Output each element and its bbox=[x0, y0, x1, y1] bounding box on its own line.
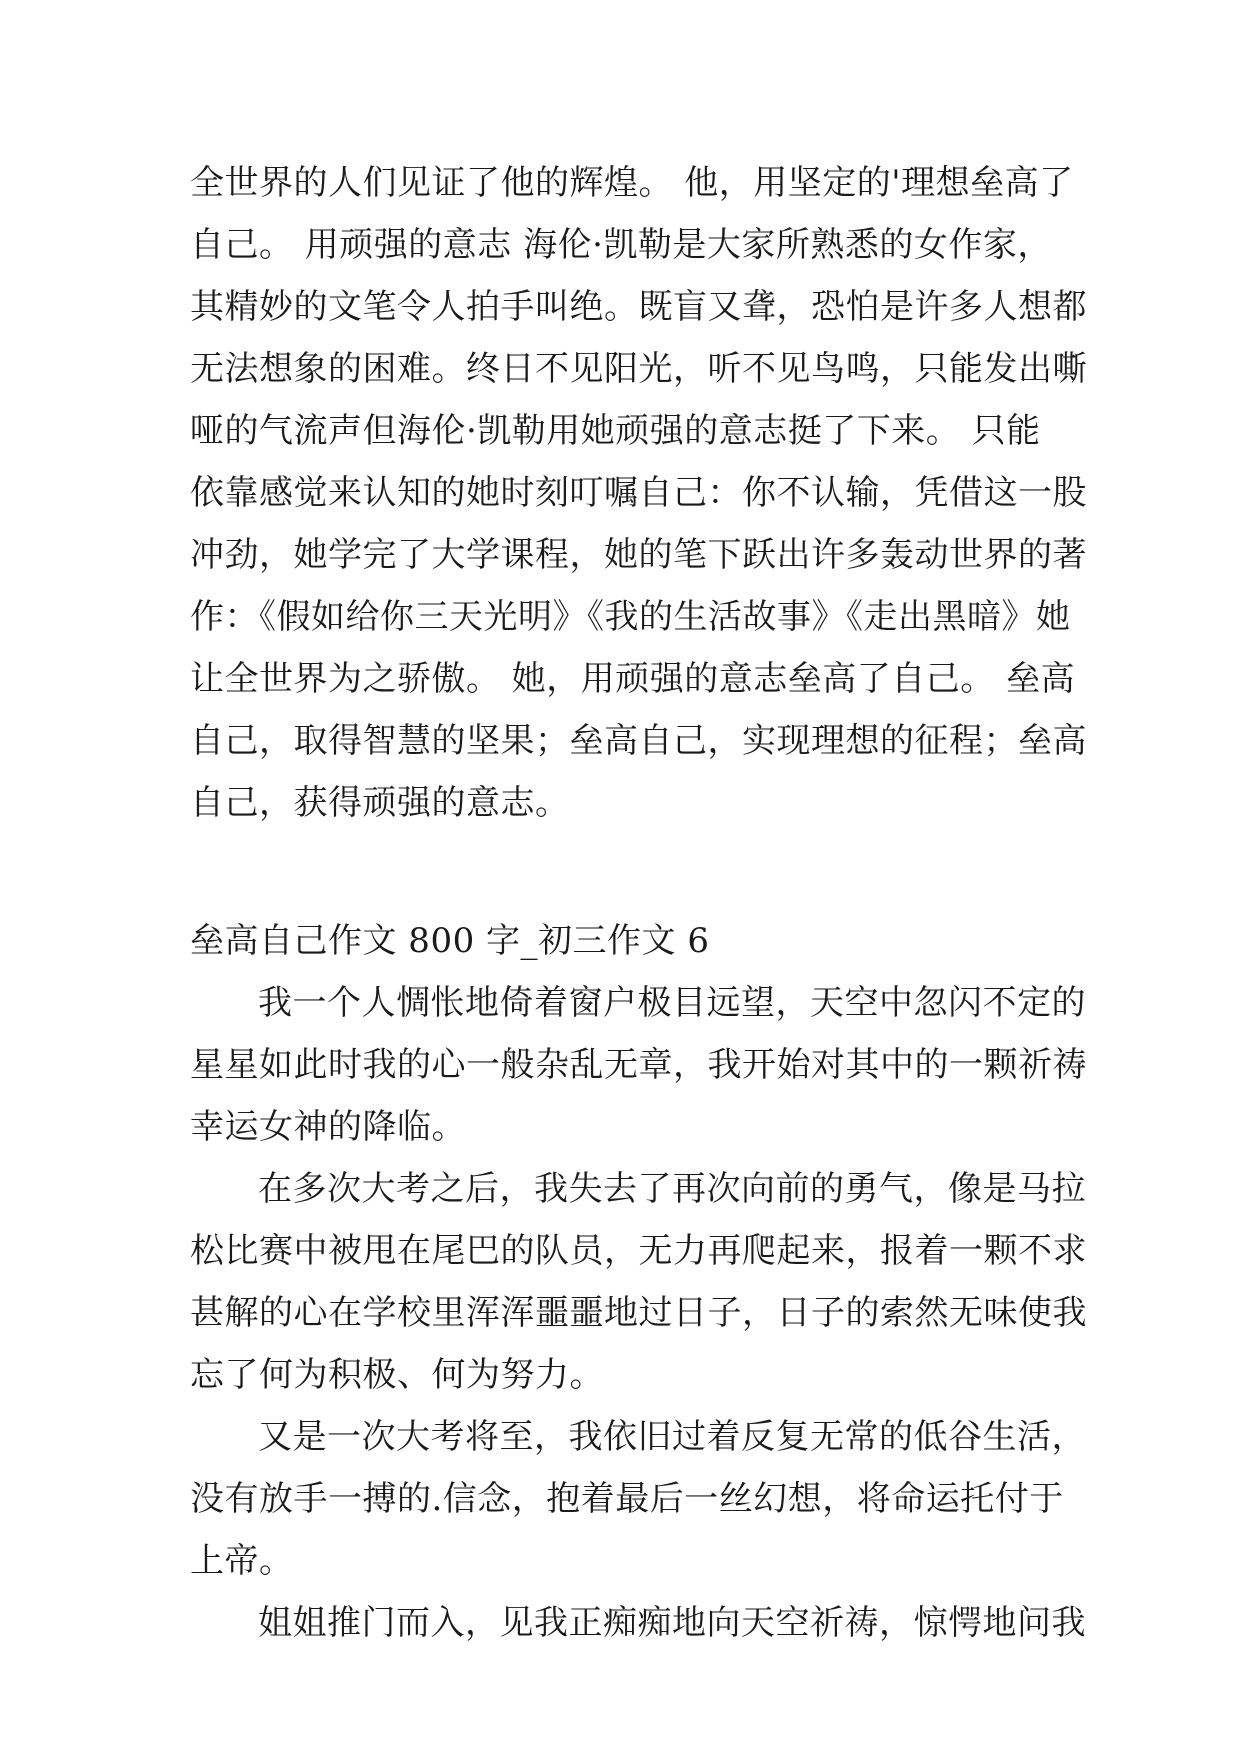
text-line: 哑的气流声但海伦·凯勒用她顽强的意志挺了下来。 只能 bbox=[190, 411, 1041, 451]
text-line: 冲劲，她学完了大学课程，她的笔下跃出许多轰动世界的著 bbox=[190, 535, 1087, 575]
paragraph-line: 星星如此时我的心一般杂乱无章，我开始对其中的一颗祈祷 bbox=[190, 1045, 1087, 1085]
paragraph-line: 甚解的心在学校里浑浑噩噩地过日子，日子的索然无味使我 bbox=[190, 1293, 1087, 1333]
text-line: 其精妙的文笔令人拍手叫绝。既盲又聋，恐怕是许多人想都 bbox=[190, 287, 1087, 327]
paragraph-line: 忘了何为积极、何为努力。 bbox=[190, 1355, 604, 1395]
paragraph-line: 在多次大考之后，我失去了再次向前的勇气，像是马拉 bbox=[258, 1169, 1086, 1209]
paragraph-line: 又是一次大考将至，我依旧过着反复无常的低谷生活， bbox=[258, 1417, 1086, 1457]
text-line: 自己，获得顽强的意志。 bbox=[190, 783, 570, 823]
paragraph-line: 幸运女神的降临。 bbox=[190, 1107, 466, 1147]
paragraph-line: 松比赛中被甩在尾巴的队员，无力再爬起来，报着一颗不求 bbox=[190, 1231, 1087, 1271]
section-gap bbox=[190, 834, 1060, 910]
paragraph-line: 姐姐推门而入，见我正痴痴地向天空祈祷，惊愕地问我 bbox=[258, 1603, 1086, 1643]
document-body bbox=[190, 152, 1087, 1654]
text-line: 自己。 用顽强的意志 海伦·凯勒是大家所熟悉的女作家， bbox=[190, 225, 1052, 265]
text-line: 全世界的人们见证了他的辉煌。 他，用坚定的'理想垒高了 bbox=[190, 163, 1074, 203]
paragraph-line: 没有放手一搏的.信念，抱着最后一丝幻想，将命运托付于 bbox=[190, 1479, 1064, 1519]
paragraph-line: 上帝。 bbox=[190, 1541, 294, 1581]
paragraph-line: 我一个人惆怅地倚着窗户极目远望，天空中忽闪不定的 bbox=[258, 983, 1086, 1023]
text-line: 无法想象的困难。终日不见阳光，听不见鸟鸣，只能发出嘶 bbox=[190, 349, 1087, 389]
text-line: 让全世界为之骄傲。 她，用顽强的意志垒高了自己。 垒高 bbox=[190, 659, 1076, 699]
section-heading: 垒高自己作文 800 字_初三作文 6 bbox=[190, 921, 710, 961]
text-line: 依靠感觉来认知的她时刻叮嘱自己：你不认输，凭借这一股 bbox=[190, 473, 1087, 513]
text-line: 作：《假如给你三天光明》《我的生活故事》《走出黑暗》她 bbox=[190, 597, 1071, 637]
text-line: 自己，取得智慧的坚果；垒高自己，实现理想的征程；垒高 bbox=[190, 721, 1087, 761]
